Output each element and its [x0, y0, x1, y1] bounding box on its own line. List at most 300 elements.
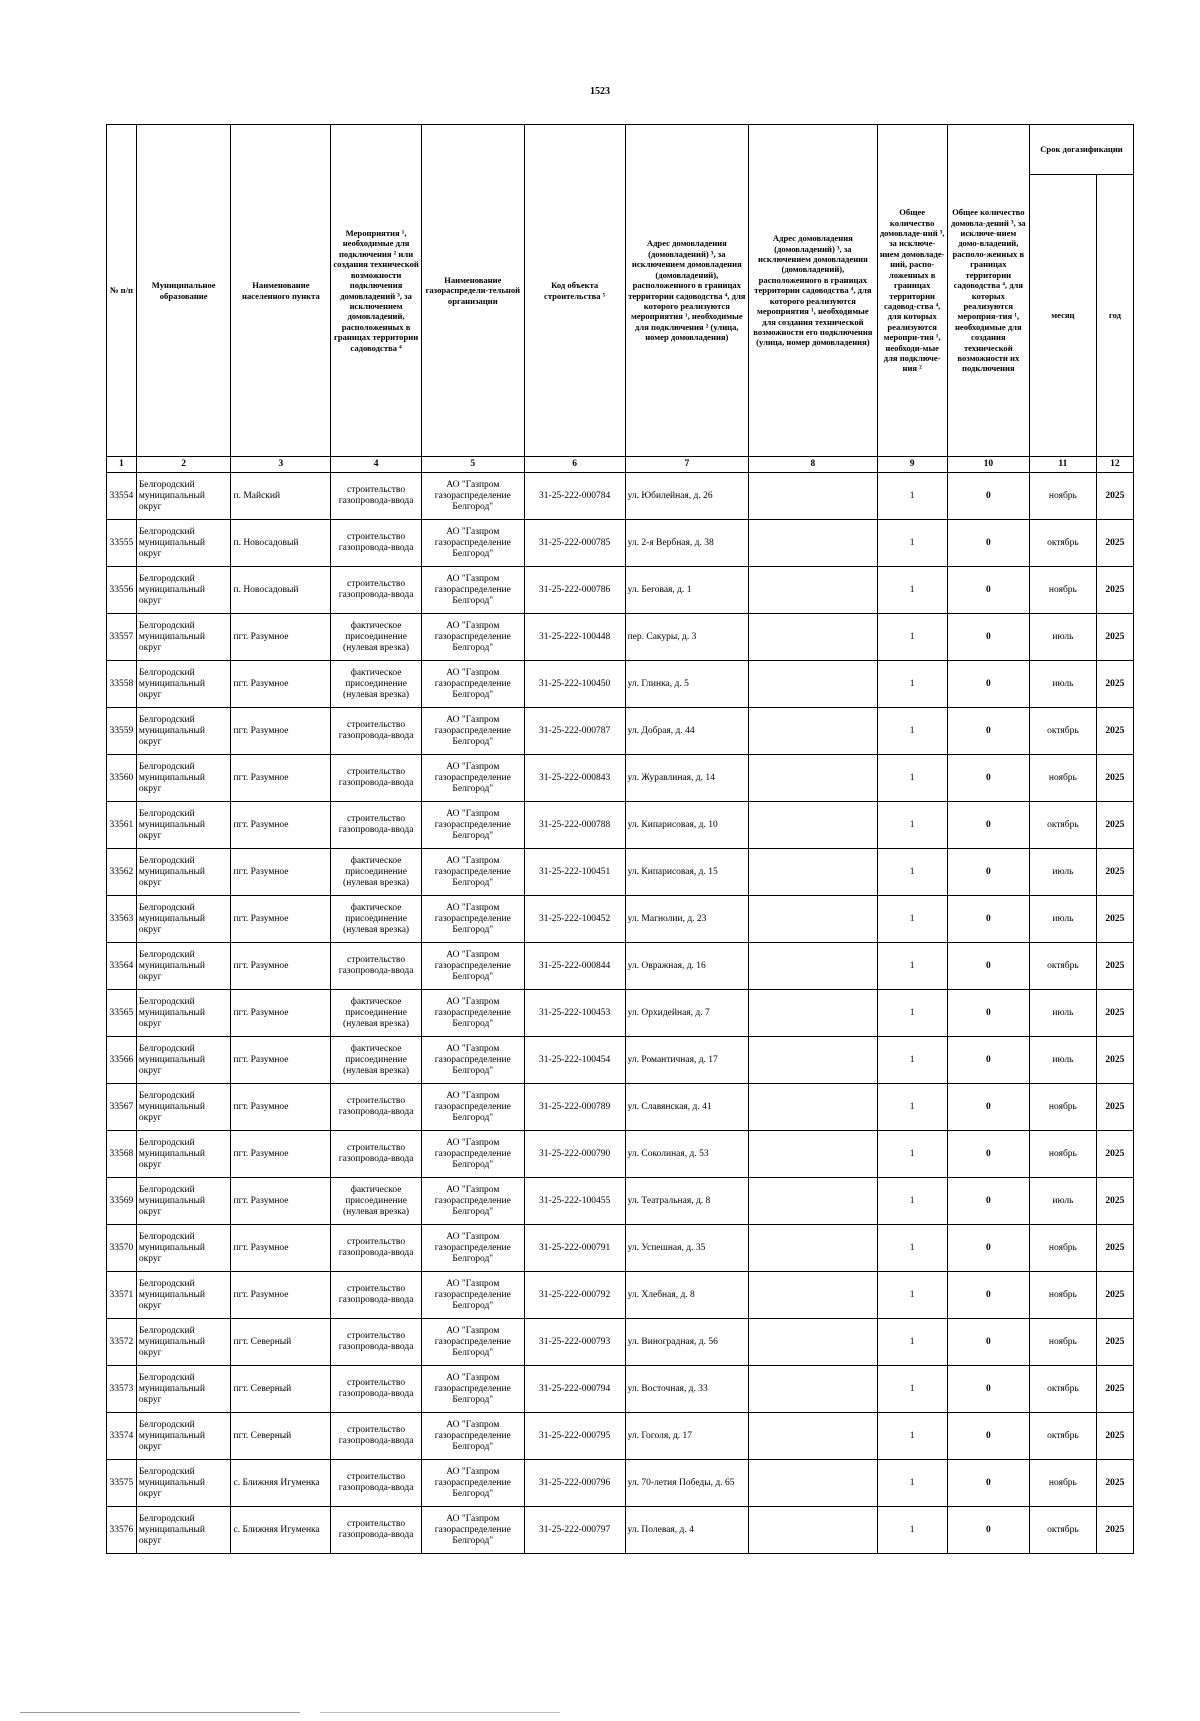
organization: АО "Газпром газораспределение Белгород": [421, 1225, 524, 1272]
count-connection: 1: [877, 708, 947, 755]
deadline-year: 2025: [1096, 1131, 1133, 1178]
organization: АО "Газпром газораспределение Белгород": [421, 1413, 524, 1460]
measure: строительство газопровода-ввода: [331, 1131, 422, 1178]
settlement: пгт. Разумное: [231, 943, 331, 990]
organization: АО "Газпром газораспределение Белгород": [421, 1084, 524, 1131]
count-technical: 0: [947, 1366, 1029, 1413]
gasification-table: [106, 124, 1134, 1554]
deadline-year: 2025: [1096, 1225, 1133, 1272]
object-code: 31-25-222-100451: [524, 849, 625, 896]
row-number: 33556: [107, 567, 137, 614]
address: ул. Юбилейная, д. 26: [625, 473, 748, 520]
municipality: Белгородский муниципальный округ: [136, 520, 231, 567]
table-row: [107, 1319, 1134, 1366]
municipality: Белгородский муниципальный округ: [136, 567, 231, 614]
header-address-technical: Адрес домовладения (домовладений) ³, за исключением домовладения (домовладений), расположенного в границах территории садоводства ⁴, для которого реализуются мероприятия ¹, необходимые для создания технической возможности его подключения (улица, номер домовладения): [749, 125, 878, 457]
header-settlement: Наименование населенного пункта: [231, 125, 331, 457]
address: ул. Успешная, д. 35: [625, 1225, 748, 1272]
column-number: 12: [1096, 457, 1133, 473]
count-connection: 1: [877, 1037, 947, 1084]
count-technical: 0: [947, 520, 1029, 567]
column-number: 4: [331, 457, 422, 473]
measure: строительство газопровода-ввода: [331, 943, 422, 990]
object-code: 31-25-222-000786: [524, 567, 625, 614]
deadline-month: октябрь: [1029, 520, 1096, 567]
count-connection: 1: [877, 1507, 947, 1554]
deadline-year: 2025: [1096, 849, 1133, 896]
count-connection: 1: [877, 1225, 947, 1272]
measure: строительство газопровода-ввода: [331, 1225, 422, 1272]
table-row: [107, 1178, 1134, 1225]
header-count-connection: Общее количество домовладе-ний ³, за исключе-нием домовладе-ний, распо-ложенных в границах территории садовод-ства ⁴, для которых реализуются меропри-тия ¹, необходи-мые для подключе-ния ²: [877, 125, 947, 457]
count-technical: 0: [947, 661, 1029, 708]
measure: строительство газопровода-ввода: [331, 1413, 422, 1460]
count-connection: 1: [877, 614, 947, 661]
footer-rule-2: [320, 1712, 560, 1713]
deadline-month: июль: [1029, 614, 1096, 661]
object-code: 31-25-222-000787: [524, 708, 625, 755]
footer-rule: [20, 1712, 300, 1713]
measure: строительство газопровода-ввода: [331, 708, 422, 755]
object-code: 31-25-222-100450: [524, 661, 625, 708]
settlement: пгт. Разумное: [231, 614, 331, 661]
settlement: пгт. Разумное: [231, 1178, 331, 1225]
measure: строительство газопровода-ввода: [331, 802, 422, 849]
table-row: [107, 1507, 1134, 1554]
measure: строительство газопровода-ввода: [331, 473, 422, 520]
count-technical: 0: [947, 1507, 1029, 1554]
deadline-month: ноябрь: [1029, 755, 1096, 802]
row-number: 33575: [107, 1460, 137, 1507]
column-number: 7: [625, 457, 748, 473]
column-number: 5: [421, 457, 524, 473]
municipality: Белгородский муниципальный округ: [136, 755, 231, 802]
table-row: [107, 755, 1134, 802]
municipality: Белгородский муниципальный округ: [136, 1507, 231, 1554]
deadline-month: октябрь: [1029, 802, 1096, 849]
organization: АО "Газпром газораспределение Белгород": [421, 1131, 524, 1178]
address-technical: [749, 1413, 878, 1460]
row-number: 33566: [107, 1037, 137, 1084]
row-number: 33558: [107, 661, 137, 708]
measure: строительство газопровода-ввода: [331, 1507, 422, 1554]
table-header: [107, 125, 1134, 473]
header-object-code: Код объекта строительства ⁵: [524, 125, 625, 457]
count-connection: 1: [877, 849, 947, 896]
organization: АО "Газпром газораспределение Белгород": [421, 1366, 524, 1413]
row-number: 33573: [107, 1366, 137, 1413]
settlement: п. Новосадовый: [231, 567, 331, 614]
deadline-year: 2025: [1096, 661, 1133, 708]
address-technical: [749, 849, 878, 896]
column-numbers-row: [107, 457, 1134, 473]
header-address-connection: Адрес домовладения (домовладений) ³, за исключением домовладения (домовладений), расположенного в границах территории садоводства ⁴, для которого реализуются мероприятия ¹, необходимые для подключения ² (улица, номер домовладения): [625, 125, 748, 457]
deadline-year: 2025: [1096, 1037, 1133, 1084]
address-technical: [749, 661, 878, 708]
count-technical: 0: [947, 990, 1029, 1037]
municipality: Белгородский муниципальный округ: [136, 802, 231, 849]
address: ул. Гоголя, д. 17: [625, 1413, 748, 1460]
deadline-month: ноябрь: [1029, 1225, 1096, 1272]
row-number: 33559: [107, 708, 137, 755]
organization: АО "Газпром газораспределение Белгород": [421, 849, 524, 896]
object-code: 31-25-222-000795: [524, 1413, 625, 1460]
table-row: [107, 520, 1134, 567]
table-row: [107, 896, 1134, 943]
organization: АО "Газпром газораспределение Белгород": [421, 661, 524, 708]
table-row: [107, 943, 1134, 990]
count-technical: 0: [947, 1272, 1029, 1319]
address-technical: [749, 614, 878, 661]
count-connection: 1: [877, 661, 947, 708]
count-connection: 1: [877, 1319, 947, 1366]
count-connection: 1: [877, 1460, 947, 1507]
measure: строительство газопровода-ввода: [331, 1460, 422, 1507]
address: ул. 2-я Вербная, д. 38: [625, 520, 748, 567]
deadline-month: июль: [1029, 1178, 1096, 1225]
column-number: 6: [524, 457, 625, 473]
organization: АО "Газпром газораспределение Белгород": [421, 473, 524, 520]
address: ул. Полевая, д. 4: [625, 1507, 748, 1554]
municipality: Белгородский муниципальный округ: [136, 943, 231, 990]
table-row: [107, 708, 1134, 755]
object-code: 31-25-222-100452: [524, 896, 625, 943]
municipality: Белгородский муниципальный округ: [136, 1272, 231, 1319]
deadline-year: 2025: [1096, 1319, 1133, 1366]
settlement: пгт. Северный: [231, 1366, 331, 1413]
settlement: пгт. Разумное: [231, 990, 331, 1037]
deadline-year: 2025: [1096, 990, 1133, 1037]
address-technical: [749, 1084, 878, 1131]
row-number: 33576: [107, 1507, 137, 1554]
settlement: с. Ближняя Игуменка: [231, 1507, 331, 1554]
deadline-year: 2025: [1096, 1178, 1133, 1225]
table-row: [107, 802, 1134, 849]
deadline-year: 2025: [1096, 708, 1133, 755]
settlement: пгт. Северный: [231, 1413, 331, 1460]
address-technical: [749, 802, 878, 849]
count-technical: 0: [947, 1178, 1029, 1225]
deadline-month: июль: [1029, 661, 1096, 708]
header-month: месяц: [1029, 175, 1096, 457]
row-number: 33568: [107, 1131, 137, 1178]
deadline-month: октябрь: [1029, 943, 1096, 990]
table-row: [107, 567, 1134, 614]
row-number: 33574: [107, 1413, 137, 1460]
address: ул. Овражная, д. 16: [625, 943, 748, 990]
object-code: 31-25-222-000793: [524, 1319, 625, 1366]
deadline-month: октябрь: [1029, 708, 1096, 755]
address-technical: [749, 520, 878, 567]
address: ул. Орхидейная, д. 7: [625, 990, 748, 1037]
address: ул. Хлебная, д. 8: [625, 1272, 748, 1319]
deadline-month: июль: [1029, 1037, 1096, 1084]
count-connection: 1: [877, 1413, 947, 1460]
municipality: Белгородский муниципальный округ: [136, 614, 231, 661]
settlement: пгт. Разумное: [231, 1225, 331, 1272]
row-number: 33571: [107, 1272, 137, 1319]
measure: строительство газопровода-ввода: [331, 520, 422, 567]
count-technical: 0: [947, 1084, 1029, 1131]
object-code: 31-25-222-000794: [524, 1366, 625, 1413]
address: ул. Добрая, д. 44: [625, 708, 748, 755]
municipality: Белгородский муниципальный округ: [136, 1131, 231, 1178]
measure: фактическое присоединение (нулевая врезка): [331, 896, 422, 943]
deadline-year: 2025: [1096, 1366, 1133, 1413]
count-connection: 1: [877, 896, 947, 943]
settlement: пгт. Разумное: [231, 1272, 331, 1319]
deadline-year: 2025: [1096, 896, 1133, 943]
deadline-month: ноябрь: [1029, 473, 1096, 520]
count-technical: 0: [947, 567, 1029, 614]
column-number: 2: [136, 457, 231, 473]
address-technical: [749, 990, 878, 1037]
count-connection: 1: [877, 473, 947, 520]
settlement: п. Майский: [231, 473, 331, 520]
municipality: Белгородский муниципальный округ: [136, 708, 231, 755]
settlement: пгт. Разумное: [231, 1037, 331, 1084]
organization: АО "Газпром газораспределение Белгород": [421, 1037, 524, 1084]
row-number: 33572: [107, 1319, 137, 1366]
row-number: 33561: [107, 802, 137, 849]
deadline-month: ноябрь: [1029, 1084, 1096, 1131]
count-technical: 0: [947, 1413, 1029, 1460]
count-technical: 0: [947, 1037, 1029, 1084]
table-row: [107, 990, 1134, 1037]
object-code: 31-25-222-000796: [524, 1460, 625, 1507]
municipality: Белгородский муниципальный округ: [136, 1319, 231, 1366]
object-code: 31-25-222-000791: [524, 1225, 625, 1272]
count-connection: 1: [877, 802, 947, 849]
measure: фактическое присоединение (нулевая врезка): [331, 1178, 422, 1225]
table-row: [107, 661, 1134, 708]
deadline-month: октябрь: [1029, 1413, 1096, 1460]
address-technical: [749, 1507, 878, 1554]
address: ул. Кипарисовая, д. 10: [625, 802, 748, 849]
table-row: [107, 1460, 1134, 1507]
deadline-year: 2025: [1096, 802, 1133, 849]
settlement: пгт. Разумное: [231, 755, 331, 802]
object-code: 31-25-222-000843: [524, 755, 625, 802]
address: ул. Виноградная, д. 56: [625, 1319, 748, 1366]
object-code: 31-25-222-000797: [524, 1507, 625, 1554]
object-code: 31-25-222-000789: [524, 1084, 625, 1131]
table-row: [107, 1131, 1134, 1178]
settlement: пгт. Разумное: [231, 708, 331, 755]
row-number: 33555: [107, 520, 137, 567]
count-technical: 0: [947, 849, 1029, 896]
settlement: пгт. Разумное: [231, 802, 331, 849]
address: ул. 70-летия Победы, д. 65: [625, 1460, 748, 1507]
address-technical: [749, 1272, 878, 1319]
column-number: 11: [1029, 457, 1096, 473]
address: ул. Романтичная, д. 17: [625, 1037, 748, 1084]
count-technical: 0: [947, 1225, 1029, 1272]
row-number: 33563: [107, 896, 137, 943]
address-technical: [749, 1131, 878, 1178]
object-code: 31-25-222-000785: [524, 520, 625, 567]
measure: фактическое присоединение (нулевая врезка): [331, 849, 422, 896]
address: пер. Сакуры, д. 3: [625, 614, 748, 661]
object-code: 31-25-222-100455: [524, 1178, 625, 1225]
deadline-year: 2025: [1096, 755, 1133, 802]
measure: строительство газопровода-ввода: [331, 1272, 422, 1319]
count-connection: 1: [877, 1131, 947, 1178]
address: ул. Кипарисовая, д. 15: [625, 849, 748, 896]
address-technical: [749, 943, 878, 990]
organization: АО "Газпром газораспределение Белгород": [421, 567, 524, 614]
deadline-month: июль: [1029, 849, 1096, 896]
table-row: [107, 1084, 1134, 1131]
organization: АО "Газпром газораспределение Белгород": [421, 990, 524, 1037]
row-number: 33565: [107, 990, 137, 1037]
organization: АО "Газпром газораспределение Белгород": [421, 802, 524, 849]
deadline-month: ноябрь: [1029, 567, 1096, 614]
header-organization: Наименование газораспредели-тельной организации: [421, 125, 524, 457]
deadline-year: 2025: [1096, 473, 1133, 520]
settlement: пгт. Разумное: [231, 1084, 331, 1131]
object-code: 31-25-222-100448: [524, 614, 625, 661]
deadline-month: ноябрь: [1029, 1131, 1096, 1178]
settlement: пгт. Разумное: [231, 896, 331, 943]
row-number: 33562: [107, 849, 137, 896]
organization: АО "Газпром газораспределение Белгород": [421, 1460, 524, 1507]
municipality: Белгородский муниципальный округ: [136, 896, 231, 943]
settlement: пгт. Разумное: [231, 849, 331, 896]
table-row: [107, 473, 1134, 520]
table-body: [107, 473, 1134, 1554]
organization: АО "Газпром газораспределение Белгород": [421, 1319, 524, 1366]
municipality: Белгородский муниципальный округ: [136, 1366, 231, 1413]
table-row: [107, 1037, 1134, 1084]
count-connection: 1: [877, 1178, 947, 1225]
table-row: [107, 614, 1134, 661]
deadline-year: 2025: [1096, 1460, 1133, 1507]
address: ул. Славянская, д. 41: [625, 1084, 748, 1131]
deadline-year: 2025: [1096, 1272, 1133, 1319]
object-code: 31-25-222-000792: [524, 1272, 625, 1319]
row-number: 33567: [107, 1084, 137, 1131]
row-number: 33569: [107, 1178, 137, 1225]
municipality: Белгородский муниципальный округ: [136, 1037, 231, 1084]
deadline-month: ноябрь: [1029, 1272, 1096, 1319]
address-technical: [749, 567, 878, 614]
count-connection: 1: [877, 755, 947, 802]
deadline-year: 2025: [1096, 1507, 1133, 1554]
column-number: 9: [877, 457, 947, 473]
address-technical: [749, 708, 878, 755]
address-technical: [749, 1319, 878, 1366]
address-technical: [749, 1225, 878, 1272]
organization: АО "Газпром газораспределение Белгород": [421, 614, 524, 661]
row-number: 33560: [107, 755, 137, 802]
municipality: Белгородский муниципальный округ: [136, 1084, 231, 1131]
address: ул. Соколиная, д. 53: [625, 1131, 748, 1178]
organization: АО "Газпром газораспределение Белгород": [421, 1507, 524, 1554]
column-number: 8: [749, 457, 878, 473]
count-technical: 0: [947, 614, 1029, 661]
header-num: № п/п: [107, 125, 137, 457]
organization: АО "Газпром газораспределение Белгород": [421, 896, 524, 943]
organization: АО "Газпром газораспределение Белгород": [421, 755, 524, 802]
address: ул. Беговая, д. 1: [625, 567, 748, 614]
deadline-month: октябрь: [1029, 1366, 1096, 1413]
measure: строительство газопровода-ввода: [331, 755, 422, 802]
municipality: Белгородский муниципальный округ: [136, 1178, 231, 1225]
table-row: [107, 1413, 1134, 1460]
address: ул. Глинка, д. 5: [625, 661, 748, 708]
municipality: Белгородский муниципальный округ: [136, 1413, 231, 1460]
address-technical: [749, 1460, 878, 1507]
address: ул. Магнолии, д. 23: [625, 896, 748, 943]
table-row: [107, 1272, 1134, 1319]
municipality: Белгородский муниципальный округ: [136, 1460, 231, 1507]
header-municipality: Муниципальное образование: [136, 125, 231, 457]
measure: строительство газопровода-ввода: [331, 1319, 422, 1366]
deadline-month: октябрь: [1029, 1507, 1096, 1554]
count-technical: 0: [947, 1460, 1029, 1507]
object-code: 31-25-222-000784: [524, 473, 625, 520]
row-number: 33570: [107, 1225, 137, 1272]
municipality: Белгородский муниципальный округ: [136, 990, 231, 1037]
deadline-month: июль: [1029, 896, 1096, 943]
deadline-month: ноябрь: [1029, 1319, 1096, 1366]
count-connection: 1: [877, 1272, 947, 1319]
deadline-year: 2025: [1096, 943, 1133, 990]
object-code: 31-25-222-100454: [524, 1037, 625, 1084]
header-year: год: [1096, 175, 1133, 457]
row-number: 33557: [107, 614, 137, 661]
table-row: [107, 1366, 1134, 1413]
deadline-year: 2025: [1096, 520, 1133, 567]
deadline-year: 2025: [1096, 1413, 1133, 1460]
object-code: 31-25-222-100453: [524, 990, 625, 1037]
column-number: 10: [947, 457, 1029, 473]
count-connection: 1: [877, 1084, 947, 1131]
object-code: 31-25-222-000790: [524, 1131, 625, 1178]
municipality: Белгородский муниципальный округ: [136, 473, 231, 520]
deadline-year: 2025: [1096, 567, 1133, 614]
header-measures: Мероприятия ¹, необходимые для подключения ² или создания технической возможности подключения домовладений ³, за исключением домовладений, расположенных в границах территории садоводства ⁴: [331, 125, 422, 457]
organization: АО "Газпром газораспределение Белгород": [421, 1272, 524, 1319]
settlement: п. Новосадовый: [231, 520, 331, 567]
address-technical: [749, 1178, 878, 1225]
settlement: пгт. Разумное: [231, 661, 331, 708]
municipality: Белгородский муниципальный округ: [136, 1225, 231, 1272]
deadline-month: июль: [1029, 990, 1096, 1037]
object-code: 31-25-222-000788: [524, 802, 625, 849]
page-number: 1523: [590, 86, 610, 97]
count-technical: 0: [947, 943, 1029, 990]
count-technical: 0: [947, 1319, 1029, 1366]
measure: строительство газопровода-ввода: [331, 1084, 422, 1131]
header-deadline: Срок догазификации: [1029, 125, 1133, 175]
object-code: 31-25-222-000844: [524, 943, 625, 990]
address-technical: [749, 896, 878, 943]
address-technical: [749, 1037, 878, 1084]
count-technical: 0: [947, 896, 1029, 943]
address-technical: [749, 473, 878, 520]
address-technical: [749, 1366, 878, 1413]
deadline-year: 2025: [1096, 614, 1133, 661]
count-technical: 0: [947, 708, 1029, 755]
settlement: пгт. Северный: [231, 1319, 331, 1366]
municipality: Белгородский муниципальный округ: [136, 661, 231, 708]
measure: фактическое присоединение (нулевая врезка): [331, 614, 422, 661]
count-technical: 0: [947, 473, 1029, 520]
address: ул. Журавлиная, д. 14: [625, 755, 748, 802]
count-connection: 1: [877, 567, 947, 614]
